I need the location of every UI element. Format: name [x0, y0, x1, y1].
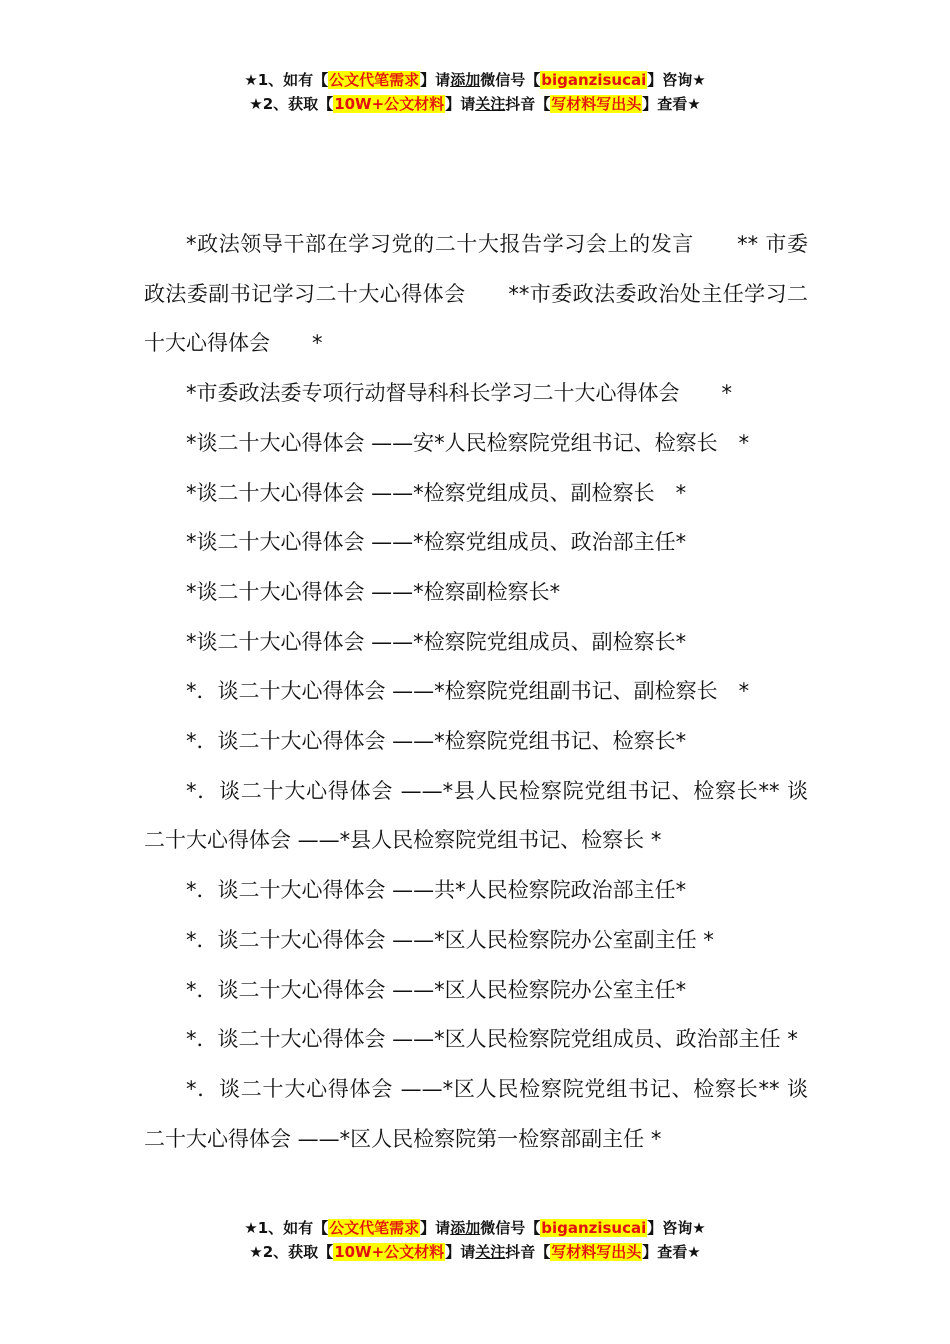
banner-underlined: 关注	[475, 1243, 506, 1261]
banner-text: 】请	[445, 1243, 476, 1261]
banner-line-2	[0, 1240, 950, 1264]
document-body	[144, 220, 808, 1164]
banner-underlined: 添加	[450, 71, 481, 89]
header-banner	[0, 68, 950, 116]
banner-underlined: 添加	[450, 1219, 481, 1237]
banner-text: ★1、如有【	[244, 71, 329, 89]
paragraph: *谈二十大心得体会 ——*检察党组成员、政治部主任*	[186, 530, 687, 555]
banner-text: 】请	[420, 71, 451, 89]
paragraph: *谈二十大心得体会 ——*检察党组成员、副检察长 *	[186, 480, 687, 505]
banner-highlight: 写材料写出头	[551, 1243, 642, 1261]
banner-highlight: 公文代笔需求	[329, 71, 420, 89]
banner-text: 】咨询★	[647, 71, 706, 89]
banner-highlight: biganzisucai	[541, 71, 647, 89]
banner-text: 】查看★	[642, 95, 701, 113]
banner-line-2	[0, 92, 950, 116]
banner-highlight: biganzisucai	[541, 1219, 647, 1237]
paragraph: *．谈二十大心得体会 ——*区人民检察院党组成员、政治部主任 *	[186, 1027, 798, 1052]
paragraph: *谈二十大心得体会 ——安*人民检察院党组书记、检察长 *	[186, 430, 750, 455]
paragraph: *．谈二十大心得体会 ——*区人民检察院办公室主任*	[186, 977, 687, 1002]
banner-highlight: 10W+公文材料	[334, 95, 445, 113]
paragraph: *．谈二十大心得体会 ——*区人民检察院党组书记、检察长** 谈二十大心得体会 ——*区人民检察院第一检察部副主任 *	[144, 1076, 808, 1151]
banner-text: 抖音【	[505, 1243, 551, 1261]
banner-text: 微信号【	[480, 71, 541, 89]
banner-text: 微信号【	[480, 1219, 541, 1237]
banner-text: ★2、获取【	[249, 1243, 334, 1261]
paragraph: *．谈二十大心得体会 ——*区人民检察院办公室副主任 *	[186, 927, 714, 952]
paragraph: *政法领导干部在学习党的二十大报告学习会上的发言 ** 市委政法委副书记学习二十大心得体会 **市委政法委政治处主任学习二十大心得体会 *	[144, 232, 808, 356]
banner-highlight: 10W+公文材料	[334, 1243, 445, 1261]
banner-text: ★2、获取【	[249, 95, 334, 113]
paragraph: *．谈二十大心得体会 ——*检察院党组副书记、副检察长 *	[186, 679, 750, 704]
banner-line-1	[0, 1216, 950, 1240]
paragraph: *．谈二十大心得体会 ——*县人民检察院党组书记、检察长** 谈二十大心得体会 ——*县人民检察院党组书记、检察长 *	[144, 778, 808, 853]
banner-highlight: 公文代笔需求	[329, 1219, 420, 1237]
paragraph: *市委政法委专项行动督导科科长学习二十大心得体会 *	[186, 381, 732, 406]
banner-text: 】咨询★	[647, 1219, 706, 1237]
banner-text: ★1、如有【	[244, 1219, 329, 1237]
paragraph: *．谈二十大心得体会 ——*检察院党组书记、检察长*	[186, 729, 687, 754]
banner-text: 抖音【	[505, 95, 551, 113]
paragraph: *．谈二十大心得体会 ——共*人民检察院政治部主任*	[186, 878, 687, 903]
banner-text: 】查看★	[642, 1243, 701, 1261]
banner-text: 】请	[420, 1219, 451, 1237]
banner-line-1	[0, 68, 950, 92]
paragraph: *谈二十大心得体会 ——*检察院党组成员、副检察长*	[186, 629, 687, 654]
banner-underlined: 关注	[475, 95, 506, 113]
banner-text: 】请	[445, 95, 476, 113]
banner-highlight: 写材料写出头	[551, 95, 642, 113]
paragraph: *谈二十大心得体会 ——*检察副检察长*	[186, 579, 561, 604]
footer-banner	[0, 1216, 950, 1264]
